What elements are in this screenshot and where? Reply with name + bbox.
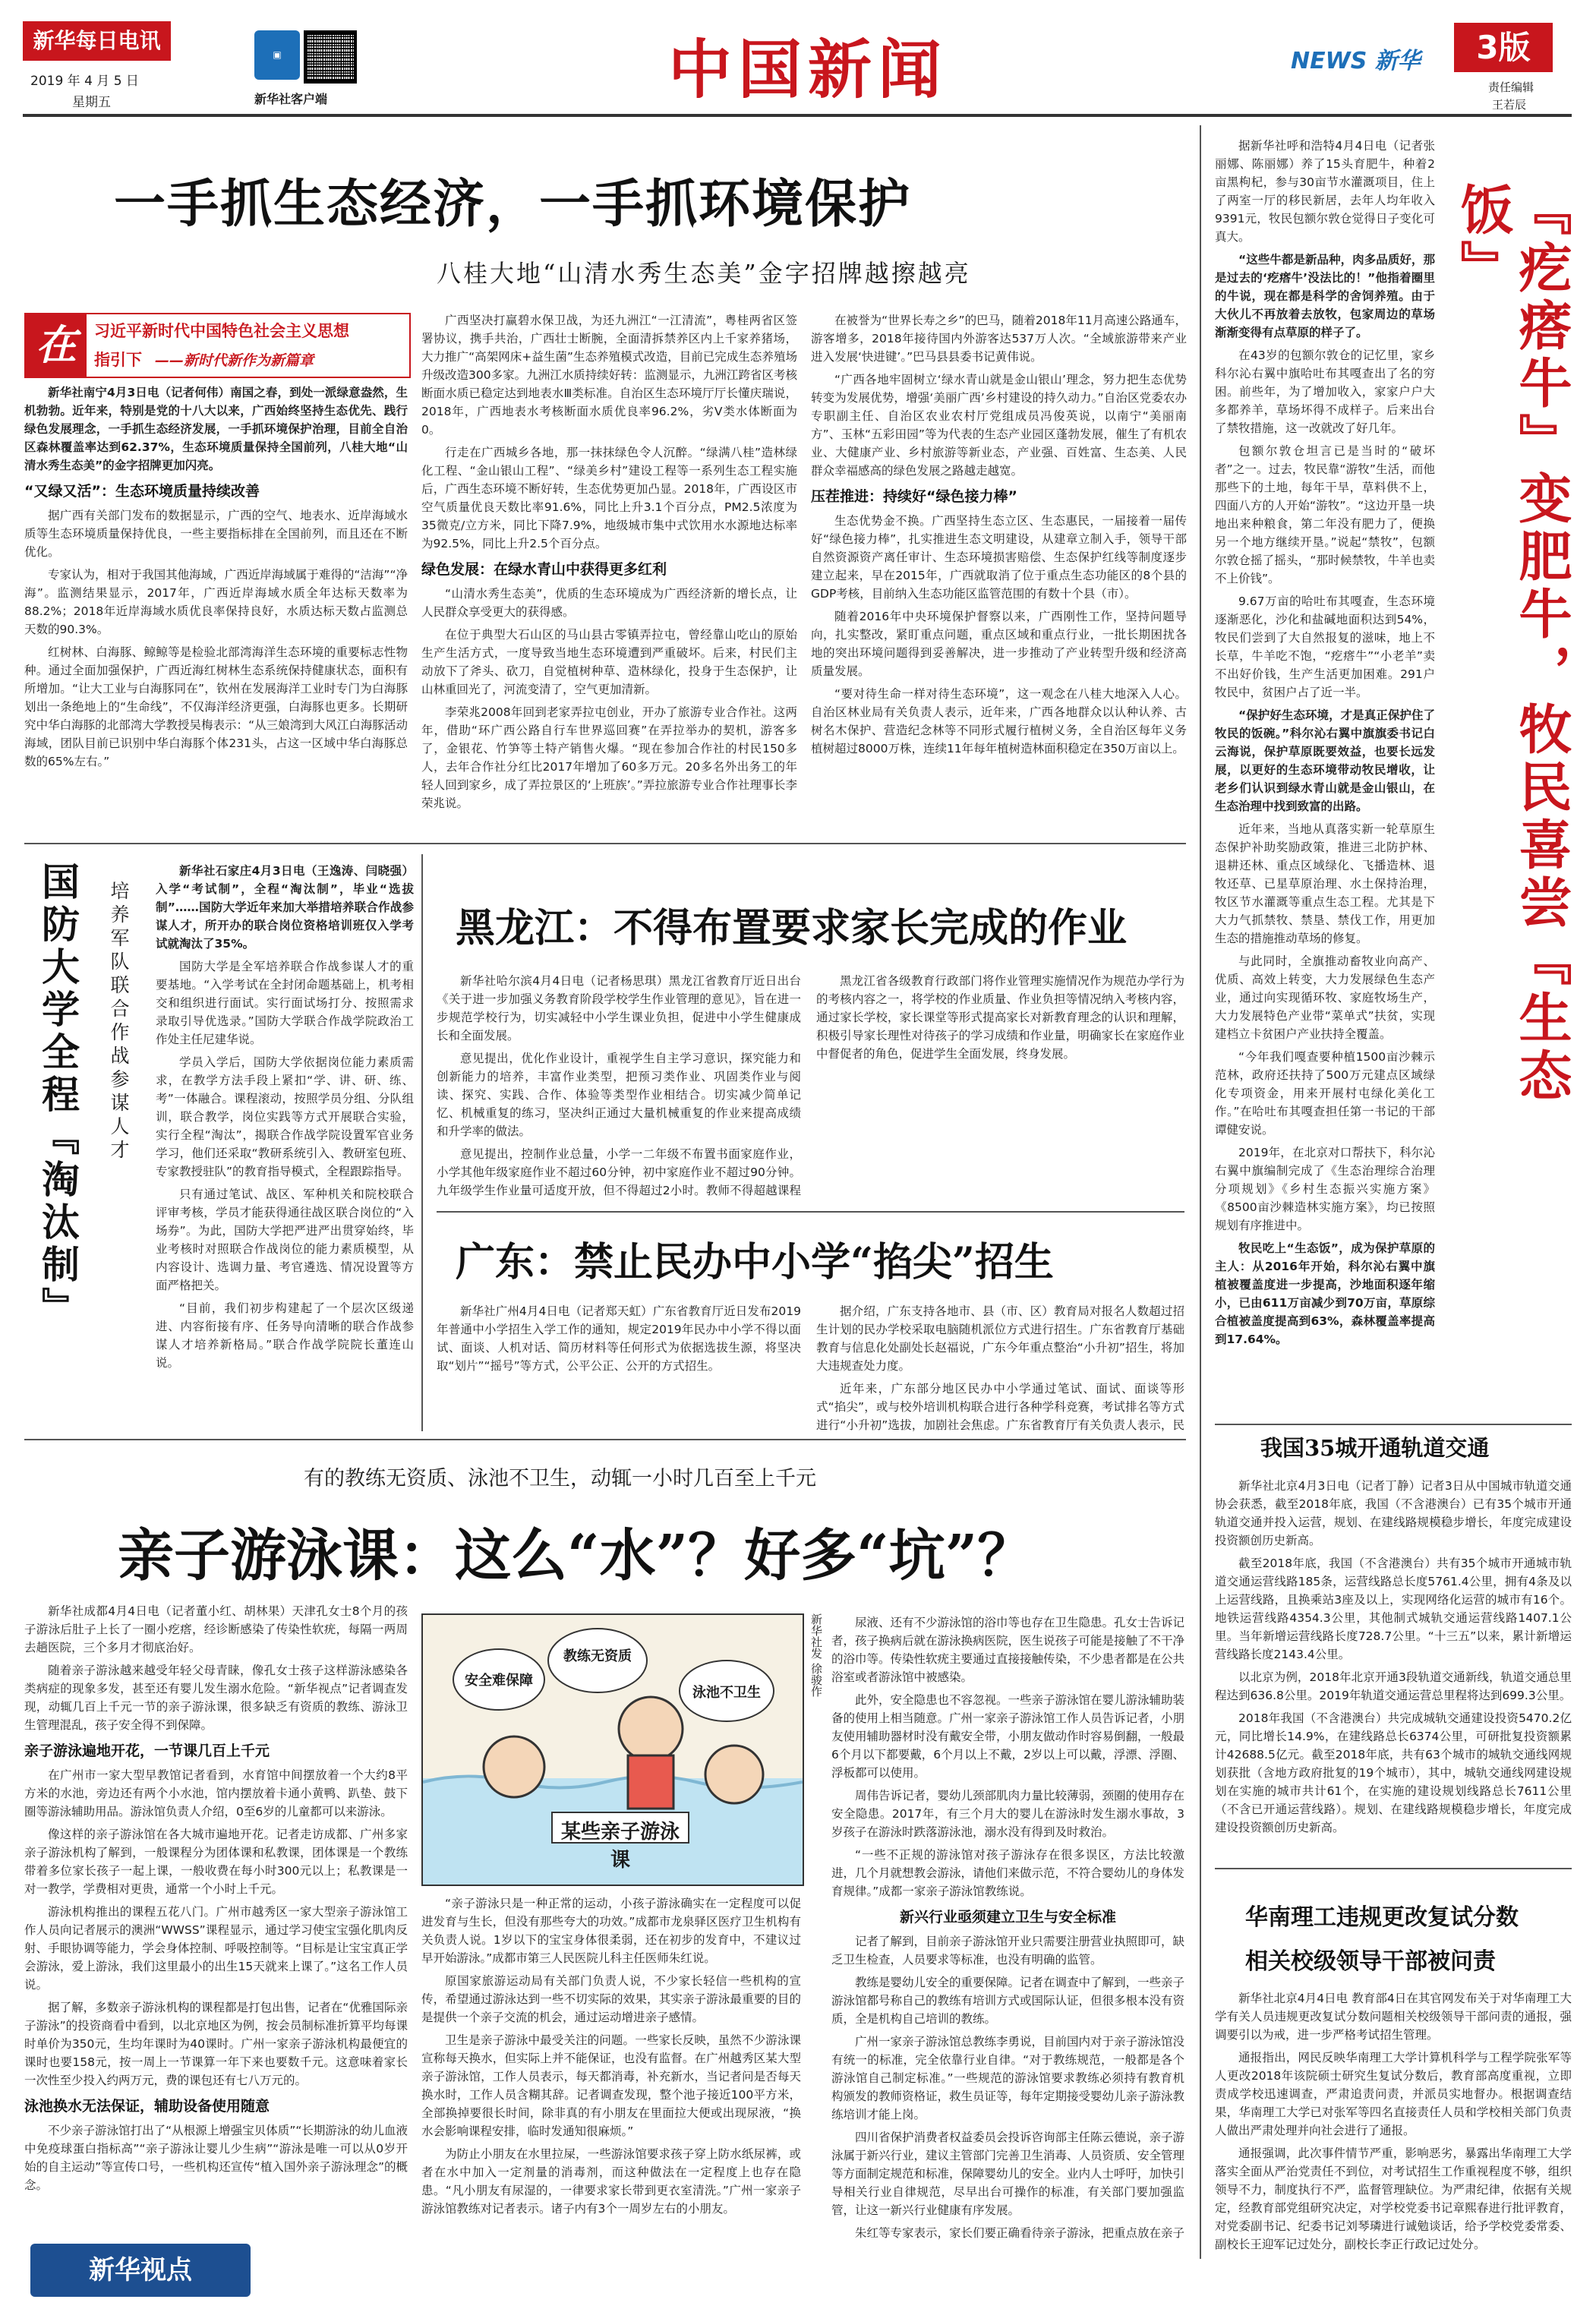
lead-para: 广西坚决打赢碧水保卫战，为还九洲江“一江清流”，粤桂两省区签署协议，携手共治，广西壮士断腕，全面清拆禁养区内上千家养猪场，大力推广“高架网床+益生菌”生态养殖模式改造，目前已完成生态养殖场升级改造300多家。九洲江水质持续好转：监测显示，九洲江跨省区考核断面水质已稳定达到地表水Ⅲ类标准。自治区生态环境厅厅长懂庆瑞说，2018年，广西地表水考核断面水质优良率96.2%，劣Ⅴ类水体断面为0。 bbox=[421, 314, 797, 437]
swim-subhead-2: 泳池换水无法保证，辅助设备使用随意 bbox=[24, 2098, 270, 2115]
guangdong-headline: 广东：禁止民办中小学“掐尖”招生 bbox=[456, 1239, 1054, 1285]
lead-subhead-2: 绿色发展：在绿水青山中获得更多红利 bbox=[421, 561, 667, 578]
swim-para: “亲子游泳只是一种正常的运动，小孩子游泳确实在一定程度可以促进发育与生长，但没有那些夸大的功效。”成都市龙泉驿区医疗卫生机构有关负责人说。1岁以下的宝宝身体很柔弱，还在初步的发育中，不建议过早开始游泳。”成都市第三人民医院儿科主任医师朱红说。 bbox=[421, 1897, 801, 1965]
grass-para: “保护好生态环境，才是真正保护住了牧民的饭碗。”科尔沁右翼中旗旗委书记白云海说，保护草原既要效益，也要长远发展，以更好的生态环境带动牧民增收，让老乡们认识到绿水青山就是金山银山，在生态治理中找到致富的出路。 bbox=[1215, 708, 1435, 813]
heilongjiang-headline: 黑龙江：不得布置要求家长完成的作业 bbox=[456, 905, 1128, 951]
swim-col-2 bbox=[421, 1894, 801, 2240]
editor-label: 责任编辑 bbox=[1488, 80, 1534, 94]
swim-headline: 亲子游泳课：这么“水”？好多“坑”？ bbox=[118, 1523, 1034, 1588]
page-number: 3版 bbox=[1454, 23, 1553, 72]
banner-line2: 指引下 bbox=[94, 351, 142, 369]
swim-para: 教练是婴幼儿安全的重要保障。记者在调查中了解到，一些亲子游泳馆都号称自己的教练有培训方式或国际认证，但很多根本没有资质，全是机构自己培训的教练。 bbox=[831, 1976, 1184, 2026]
heilongjiang-para: 意见提出，控制作业总量，小学一二年级不布置书面家庭作业，小学其他年级家庭作业不超过60分钟，初中家庭作业不超过90分钟。九年级学生作业量可适度开放，但不得超过2小时。教师不得超越课程 bbox=[437, 1147, 801, 1197]
section-divider bbox=[24, 1439, 1186, 1440]
news-logo: NEWS 新华 bbox=[1291, 48, 1421, 74]
grass-para: 2019年，在北京对口帮扶下，科尔沁右翼中旗编制完成了《生态治理综合治理分项规划》《乡村生态振兴实施方案》《8500亩沙棘造林实施方案》，均已按照规划有序推进中。 bbox=[1215, 1146, 1435, 1232]
cartoon-bubble-1: 教练无资质 bbox=[563, 1648, 632, 1664]
swim-para: 不少亲子游泳馆打出了“从根源上增强宝贝体质”“长期游泳的幼儿血液中免疫球蛋白指标高”“亲子游泳让婴儿少生病”“游泳是唯一可以从0岁开始的自主运动”等宣传口号，一些机构还宣传“植入国外亲子游泳理念”的概念。 bbox=[24, 2124, 408, 2192]
heilongjiang-para: 黑龙江省各级教育行政部门将作业管理实施情况作为规范办学行为的考核内容之一，将学校的作业质量、作业负担等情况纳入考核内容，通过家长学校，家长课堂等形式提高家长对新教育理念的认识和理解，积极引导家长理性对待孩子的学习成绩和作业量，明确家长在家庭作业中督促者的角色，促进学生全面发展，终身发展。 bbox=[816, 974, 1184, 1061]
lead-col-3 bbox=[811, 311, 1187, 831]
cartoon-bubble-2: 安全难保障 bbox=[465, 1673, 533, 1689]
banner-char: 在 bbox=[26, 314, 87, 377]
swim-para: 此外，安全隐患也不容忽视。一些亲子游泳馆在婴儿游泳辅助装备的使用上相当随意。广州一家亲子游泳馆工作人员告诉记者，小朋友使用辅助器材时没有戴安全带，小朋友做动作时容易倒翻，一般最6个月以下都要戴，6个月以上不戴，2岁以上可以戴，浮漂、浮圈、浮板都可以使用。 bbox=[831, 1693, 1184, 1780]
guofang-body bbox=[156, 862, 414, 1431]
lead-para: 红树林、白海豚、鲸鲸等是检验北部湾海洋生态环境的重要标志性物种。通过全面加强保护，广西近海红树林生态系统保持健康状态，面积有所增加。“让大工业与白海豚同在”，钦州在发展海洋工业时专门为白海豚划出一条绝地上的“生命线”，不仅海洋经济更强，白海豚也更多。长期研究中华白海豚的北部湾大学教授吴梅表示：“从三娘湾到大风江白海豚活动海域，团队目前已识别中华白海豚个体231头，占这一区域中华白海豚总数的65%左右。” bbox=[24, 645, 408, 768]
swim-para: 朱红等专家表示，家长们要正确看待亲子游泳，把重点放在亲子 bbox=[855, 2226, 1184, 2240]
swim-col-3 bbox=[831, 1613, 1184, 2240]
grass-para: 牧民吃上“生态饭”，成为保护草原的主人：从2016年开始，科尔沁右翼中旗植被覆盖度进一步提高，沙地面积逐年缩小，已由611万亩减少到70万亩，草原综合植被盖度提高到63%，森林覆盖率提高到17.64%。 bbox=[1215, 1241, 1435, 1346]
banner-slogan: ——新时代新作为新篇章 bbox=[155, 352, 314, 369]
lead-para: 在被誉为“世界长寿之乡”的巴马，随着2018年11月高速公路通车，游客增多，2018年接待国内外游客达537万人次。“全域旅游带来产业进入发展‘快进键’。”巴马县县委书记黄伟说。 bbox=[811, 314, 1187, 364]
swim-para: 为防止小朋友在水里拉屎，一些游泳馆要求孩子穿上防水纸尿裤，或者在水中加入一定剂量的消毒剂，而这种做法在一定程度上也存在隐患。“凡小朋友有尿湿的，一律要求家长带到更衣室清洗。”广州一家亲子游泳馆教练对记者表示。诸子内有3个一周岁左右的小朋友。 bbox=[421, 2147, 801, 2216]
guangdong-para: 近年来，广东部分地区民办中小学通过笔试、面试、面谈等形式“掐尖”，或与校外培训机构联合进行各种学科竞赛，考试排名等方式进行“小升初”选拔，加剧社会焦虑。广东省教育厅有关负责人表示，民 bbox=[816, 1382, 1184, 1431]
hust-body bbox=[1215, 1989, 1572, 2285]
swim-para: 像这样的亲子游泳馆在各大城市遍地开花。记者走访成都、广州多家亲子游泳机构了解到，一般课程分为团体课和私教课，团体课是一个教练带着多位家长孩子一起上课，一般收费在每小时300元以上；私教课是一对一教学，学费相对更贵，通常一个小时上千元。 bbox=[24, 1828, 408, 1896]
metro-para: 新华社北京4月3日电（记者丁静）记者3日从中国城市轨道交通协会获悉，截至2018年底，我国（不含港澳台）已有35个城市开通轨道交通并投入运营，规划、在建线路规模稳步增长，年度完成建设投资额创历史新高。 bbox=[1215, 1479, 1572, 1547]
hust-para: 通报指出，网民反映华南理工大学计算机科学与工程学院张军等人更改2018年该院硕士研究生复试分数后，教育部高度重视，立即责成学校迅速调查，严肃追责问责，并派员实地督办。根据调查结果，华南理工大学已对张军等四名直接责任人员和学校相关部门负责人做出严肃处理并向社会进行了通报。 bbox=[1215, 2051, 1572, 2137]
masthead-logo: 新华每日电讯 bbox=[23, 21, 171, 61]
swim-para: 在广州市一家大型早教馆记者看到，水育馆中间摆放着一个大约8平方米的水池，旁边还有两个小水池，馆内摆放着卡通小黄鸭、趴垫、鼓下圈等游泳辅助用品。游泳馆负责人介绍，0至6岁的儿童都可以来游泳。 bbox=[24, 1768, 408, 1818]
lead-para: 新华社南宁4月3日电（记者何伟）南国之春，到处一派绿意盎然，生机勃勃。近年来，特别是党的十八大以来，广西始终坚持生态优先、践行绿色发展理念，一手抓生态经济发展，一手抓环境保护治理，目前全自治区森林覆盖率达到62.37%，生态环境质量保持全国前列，八桂大地“山清水秀生态美”的金字招牌更加闪亮。 bbox=[24, 386, 408, 472]
heilongjiang-para: 意见提出，优化作业设计，重视学生自主学习意识，探究能力和创新能力的培养，丰富作业类型，把预习类作业、巩固类作业与阅读、探究、实践、合作、体验等类型作业相结合。切实减少简单记忆、机械重复的练习，坚决纠正通过大量机械重复的作业来提高成绩和升学率的做法。 bbox=[437, 1052, 801, 1138]
lead-para: “广西各地牢固树立‘绿水青山就是金山银山’理念，努力把生态优势转变为发展优势，增强‘美丽广西’乡村建设的持久动力。”自治区党委农办专职副主任、自治区农业农村厅党组成员冯俊英说，以南宁“美丽南方”、玉林“五彩田园”等为代表的生态产业园区蓬勃发展，催生了有机农业、大健康产业、乡村旅游等新业态，产业强、百姓富、生态美、人民群众幸福感高的绿色发展之路越走越宽。 bbox=[811, 373, 1187, 478]
lead-col-2 bbox=[421, 311, 797, 831]
swim-para: 原国家旅游运动局有关部门负责人说，不少家长轻信一些机构的宣传，希望通过游泳达到一些不切实际的效果，其实亲子游泳最重要的目的是提供一个亲子交流的机会，通过运动增进亲子感情。 bbox=[421, 1974, 801, 2024]
metro-para: 截至2018年底，我国（不含港澳台）共有35个城市开通城市轨道交通运营线路185条，运营线路总长度5761.4公里，拥有4条及以上运营线路，且换乘站3座及以上，实现网络化运营的城市有16个。地铁运营线路4354.3公里，其他制式城轨交通运营线路1407.1公里。当年新增运营线路长度728.7公里。“十三五”以来，累计新增运营线路长度2143.4公里。 bbox=[1215, 1557, 1572, 1661]
metro-para: 2018年我国（不含港澳台）共完成城轨交通建设投资5470.2亿元，同比增长14.9%，在建线路总长6374公里，可研批复投资额累计42688.5亿元。截至2018年底，共有63个城市的城轨交通线网规划获批（含地方政府批复的19个城市），其中，城轨交通线网建设规划在实施的城市共计61个，在实施的建设规划线路总长7611公里（不含已开通运营线路）。规划、在建线路规模稳步增长，年度完成建设投资额创历史新高。 bbox=[1215, 1711, 1572, 1834]
xinhua-viewpoint-logo: 新华视点 bbox=[30, 2244, 251, 2297]
grass-headline: 『疙瘩牛』变肥牛，牧民喜尝『生态饭』 bbox=[1452, 182, 1573, 1106]
guofang-para: “目前，我们初步构建起了一个层次区级递进、内容衔接有序、任务导向清晰的联合作战参谋人才培养新格局。”联合作战学院院长董连山说。 bbox=[156, 1301, 414, 1370]
policy-banner bbox=[24, 313, 411, 378]
lead-para: “要对待生命一样对待生态环境”，这一观念在八桂大地深入人心。自治区林业局有关负责人表示，近年来，广西各地群众以认种认养、古树名木保护、营造纪念林等不同形式履行植树义务，全自治区每年义务植树超过8000万株，连续11年每年植树造林面积稳定在350万亩以上。 bbox=[811, 687, 1187, 755]
client-icon: ▣ bbox=[254, 30, 300, 80]
lead-subhead-1: “又绿又活”：生态环境质量持续改善 bbox=[24, 483, 260, 500]
guangdong-col-1 bbox=[437, 1302, 801, 1431]
grass-para: 在43岁的包额尔敦仓的记忆里，家乡科尔沁右翼中旗哈吐布其嘎查出了名的穷困。前些年，为了增加收入，家家户户大多都养羊，草场坏得不成样子。后来出台了禁牧措施，这一改就改了好几年。 bbox=[1215, 349, 1435, 435]
grass-para: “这些牛都是新品种，肉多品质好，那是过去的‘疙瘩牛’没法比的！”他指着圈里的牛说，现在都是科学的舍饲养殖。由于大伙儿不再放着去放牧，包家周边的草场渐渐变得有点草原的样子了。 bbox=[1215, 253, 1435, 339]
client-label: 新华社客户端 bbox=[254, 92, 328, 106]
lead-subhead-3: 压茬推进：持续好“绿色接力棒” bbox=[811, 488, 1017, 505]
guofang-para: 只有通过笔试、战区、军种机关和院校联合评审考核，学员才能获得通往战区联合岗位的“入场券”。为此，国防大学把严进严出贯穿始终，毕业考核时对照联合作战岗位的能力素质模型，从内容设计、选调力量、考官遴选、情况设置等方面严格把关。 bbox=[156, 1188, 414, 1292]
section-title: 中国新闻 bbox=[668, 32, 948, 107]
heilongjiang-col-1 bbox=[437, 972, 801, 1200]
swim-para: 随着亲子游泳越来越受年轻父母青睐，像孔女士孩子这样游泳感染各类病症的现象多发，甚至还有婴儿发生溺水危险。“新华视点”记者调查发现，动辄几百上千元一节的亲子游泳课，很多缺乏有资质的教练、游泳卫生管理混乱，孩子安全得不到保障。 bbox=[24, 1664, 408, 1732]
swim-para: 据了解，多数亲子游泳机构的课程都是打包出售，记者在“优雅国际亲子游泳”的投资商看中看到，以北京地区为例，按会员制标准折算平均每课时单价为350元，生均年课时为40课时。广州一家亲子游泳机构最便宜的课时也要158元，按一周上一节课算一年下来也要数千元。这意味着家长一次性至少投入约两万元，费的课包还有七八万元的。 bbox=[24, 2001, 408, 2087]
grass-para: “今年我们嘎查要种植1500亩沙棘示范林，政府还扶持了500万元建点区域绿化专项资金，用来开展村屯绿化美化工作。”在哈吐布其嘎查担任第一书记的干部谭健安说。 bbox=[1215, 1050, 1435, 1137]
grass-para: 9.67万亩的哈吐布其嘎查，生态环境逐渐恶化，沙化和盐碱地面积达到54%，牧民们尝到了大自然报复的滋味，地上不长草，牛羊吃不饱，“疙瘩牛”“小老羊”卖不出好价钱，生产生活更加困难。291户牧民中，贫困户占了近一半。 bbox=[1215, 595, 1435, 699]
lead-para: 行走在广西城乡各地，那一抹抹绿色令人沉醉。“绿满八桂”造林绿化工程、“金山银山工程”、“绿美乡村”建设工程等一系列生态工程实施后，广西生态环境不断好转，生态优势更加凸显。2018年，广西设区市空气质量优良天数比率91.6%，同比上升3.1个百分点，PM2.5浓度为35微克/立方米，同比下降7.9%，地级城市集中式饮用水水源地达标率为92.5%，同比上升2.5个百分点。 bbox=[421, 446, 797, 550]
section-divider bbox=[437, 1211, 1184, 1213]
lead-para: 李荣兆2008年回到老家弄拉屯创业，开办了旅游专业合作社。这两年，借助“环广西公路自行车世界巡回赛”在弄拉举办的契机，游客多了，金银花、竹笋等土特产销售火爆。“现在参加合作社的村民150多人，去年合作社分红比2017年增加了60多万元。20多名外出务工的年轻人回到家乡，成了弄拉景区的‘上班族’。”弄拉旅游专业合作社理事长李荣兆说。 bbox=[421, 705, 797, 810]
column-divider bbox=[1200, 125, 1201, 2259]
heilongjiang-col-2 bbox=[816, 972, 1184, 1200]
hust-headline-2: 相关校级领导干部被问责 bbox=[1245, 1948, 1496, 1975]
swim-para: 尿液、还有不少游泳馆的浴巾等也存在卫生隐患。孔女士告诉记者，孩子换病后就在游泳换病医院，医生说孩子可能是接触了不干净的浴巾等。传染性软疣主要通过直接接触传染，不少患者都是在公共浴室或者游泳馆中被感染。 bbox=[831, 1616, 1184, 1684]
column-divider bbox=[421, 854, 423, 1431]
guofang-para: 新华社石家庄4月3日电（王逸涛、闫晓强）入学“考试制”，全程“淘汰制”，毕业“选拔制”……国防大学近年来加大举措培养联合作战参谋人才，所开办的联合岗位资格培训班仅入学考试就淘汰了35%。 bbox=[156, 864, 414, 951]
guofang-headline: 国防大学全程『淘汰制』 bbox=[36, 862, 80, 1329]
swim-subhead-3: 新兴行业亟须建立卫生与安全标准 bbox=[899, 1909, 1116, 1926]
lead-headline: 一手抓生态经济，一手抓环境保护 bbox=[114, 174, 912, 235]
section-divider bbox=[24, 843, 1186, 844]
hust-headline-1: 华南理工违规更改复试分数 bbox=[1245, 1904, 1519, 1931]
swim-para: 卫生是亲子游泳中最受关注的问题。一些家长反映，虽然不少游泳课宣称每天换水，但实际上并不能保证，也没有监督。在广州越秀区某大型亲子游泳馆，工作人员表示，每天都消毒，补充新水，当记者问是否每天换水时，工作人员含糊其辞。记者调查发现，整个池子接近100平方米，全部换掉要很长时间，除非真的有小朋友在里面拉大便或出现尿液，“换水会影响课程安排，临时发通知很麻烦。” bbox=[421, 2033, 801, 2138]
grass-para: 包额尔敦仓坦言已是当时的“破坏者”之一。过去，牧民靠“游牧”生活，而他那些下的土地，每年干旱，草料供不上，四面八方的人开始“游牧”。“这边开垦一块地出来种粮食，第二年没有肥力了，便换另一个地方继续开垦。”说起“禁牧”，包额尔敦仓摇了摇头，“那时候禁牧，牛羊也卖不上价钱”。 bbox=[1215, 444, 1435, 585]
editor-name: 王若辰 bbox=[1492, 98, 1527, 112]
qr-code-icon bbox=[304, 30, 357, 84]
section-divider bbox=[1215, 1868, 1572, 1869]
guofang-para: 学员入学后，国防大学依据岗位能力素质需求，在教学方法手段上紧扣“学、讲、研、练、考”一体融合。课程滚动，按照学员分组、分队组训，联合教学，岗位实践等方式开展联合实验，实行全程“淘汰”，揭联合作战学院设置军官业务学习，他们还采取“教研系统引入、教研室包班、专家教授驻队”的教育指导模式，全程跟踪指导。 bbox=[156, 1055, 414, 1178]
cartoon-author: 新华社发 徐骏作 bbox=[809, 1613, 823, 1697]
guangdong-col-2 bbox=[816, 1302, 1184, 1431]
swim-para: 四川省保护消费者权益委员会投诉咨询部主任陈云德说，亲子游泳属于新兴行业，建议主管部门完善卫生消毒、人员资质、安全管理等方面制定规范和标准，保障婴幼儿的安全。业内人士呼吁，加快引导相关行业自律规范，尽早出台可操作的标准，有关部门要加强监管，让这一新兴行业健康有序发展。 bbox=[831, 2131, 1184, 2217]
cartoon-bubble-3: 泳池不卫生 bbox=[692, 1685, 761, 1701]
masthead-date: 2019 年 4 月 5 日 bbox=[30, 74, 139, 89]
masthead-rule bbox=[23, 114, 1572, 117]
metro-headline: 我国35城开通轨道交通 bbox=[1260, 1435, 1490, 1461]
guofang-subtitle: 培养军队联合作战参谋人才 bbox=[108, 881, 130, 1163]
swim-para: 广州一家亲子游泳馆总教练李勇说，目前国内对于亲子游泳馆没有统一的标准，完全依靠行业自律。“对于教练规范，一般都是各个游泳馆自己制定标准。”一些规范的游泳馆要求教练必须持有教育机构颁发的教师资格证，救生员证等，每年定期接受婴幼儿亲子游泳教练培训才能上岗。 bbox=[831, 2035, 1184, 2121]
lead-para: 在位于典型大石山区的马山县古零镇弄拉屯，曾经靠山吃山的原始生产生活方式，一度导致当地生态环境遭到严重破坏。后来，村民们主动放下了斧头、砍刀，自觉植树种草、造林绿化，投身于生态保护，让山林重回光了，河流变清了，空气更加清新。 bbox=[421, 628, 797, 696]
section-divider bbox=[1215, 1424, 1572, 1425]
metro-para: 以北京为例，2018年北京开通3段轨道交通新线，轨道交通总里程达到636.8公里。2019年轨道交通运营总里程将达到699.3公里。 bbox=[1215, 1670, 1572, 1702]
lead-para: 随着2016年中央环境保护督察以来，广西刚性工作，坚持问题导向，扎实整改，紧盯重点问题，重点区域和重点行业，一批长期困扰各地的突出环境问题得到妥善解决，进一步推动了产业转型升级和经济高质量发展。 bbox=[811, 610, 1187, 678]
cartoon-caption: 某些亲子游泳课 bbox=[560, 1821, 680, 1872]
masthead-weekday: 星期五 bbox=[72, 95, 111, 110]
hust-para: 通报强调，此次事件情节严重，影响恶劣，暴露出华南理工大学落实全面从严治党责任不到位，对考试招生工作重视程度不够，组织领导不力，制度执行不严，监督管理缺位。为严肃纪律，依据有关规定，经教育部党组研究决定，对学校党委书记章熙春进行批评教育，对党委副书记、纪委书记刘琴璘进行诚勉谈话，给予学校党委常委、副校长王迎军记过处分，副校长李正行政记过处分。 bbox=[1215, 2146, 1572, 2251]
guofang-para: 国防大学是全军培养联合作战参谋人才的重要基地。“入学考试在全封闭命题基础上，机考相交和组织进行面试。实行面试场打分、按照需求录取引导优选录。”国防大学联合作战学院政治工作处主任尼建华说。 bbox=[156, 960, 414, 1046]
lead-col-1 bbox=[24, 383, 408, 831]
guangdong-para: 据介绍，广东支持各地市、县（市、区）教育局对报名人数超过招生计划的民办学校采取电脑随机派位方式进行招生。广东省教育厅基础教育与信息化处副处长赵福说，广东今年重点整治“小升初”招生，将加大违规查处力度。 bbox=[816, 1304, 1184, 1373]
swim-para: 记者了解到，目前亲子游泳馆开业只需要注册营业执照即可，缺乏卫生检查，人员要求等标准，也没有明确的监管。 bbox=[831, 1935, 1184, 1967]
lead-para: “山清水秀生态美”，优质的生态环境成为广西经济新的增长点，让人民群众享受更大的获得感。 bbox=[421, 587, 797, 619]
swim-para: 新华社成都4月4日电（记者董小红、胡林果）天津孔女士8个月的孩子游泳后肚子上长了一圈小疙瘩，经诊断感染了传染性软疣，每隔一两周去趟医院，三个多月才彻底治好。 bbox=[24, 1604, 408, 1654]
lead-para: 生态优势金不换。广西坚持生态立区、生态惠民，一届接着一届传好“绿色接力棒”，扎实推进生态文明建设，从建章立制入手，领导干部自然资源资产离任审计、生态环境损害赔偿、生态保护红线等制度逐步建立起来，早在2015年，广西就取消了位于重点生态功能区的8个县的GDP考核，目前纳入生态功能区监管范围的有数十个县（市）。 bbox=[811, 514, 1187, 601]
lead-para: 专家认为，相对于我国其他海域，广西近岸海域属于难得的“洁海”“净海”。监测结果显示，2017年，广西近岸海域水质全年达标天数率为88.2%；2018年近岸海域水质优良率保持良好，水质达标天数占监测总天数的90.3%。 bbox=[24, 568, 408, 636]
swim-para: “一些不正规的游泳馆对孩子游泳存在很多误区，方法比较激进，几个月就想教会游泳，请他们来做示范，不符合婴幼儿的身体发育规律。”成都一家亲子游泳馆教练说。 bbox=[831, 1848, 1184, 1898]
grass-para: 据新华社呼和浩特4月4日电（记者张丽娜、陈丽娜）养了15头育肥牛，种着2亩黑枸杞，参与30亩节水灌溉项目，住上了两室一厅的移民新居，去年人均年收入9391元，牧民包额尔敦仓觉得日子变化可真大。 bbox=[1215, 139, 1435, 244]
swim-kicker: 有的教练无资质、泳池不卫生，动辄一小时几百至上千元 bbox=[304, 1467, 816, 1490]
banner-line1: 习近平新时代中国特色社会主义思想 bbox=[94, 322, 349, 340]
hust-para: 新华社北京4月4日电 教育部4日在其官网发布关于对华南理工大学有关人员违规更改复试分数问题相关校级领导干部问责的通报，强调要引以为戒，进一步严格考试招生管理。 bbox=[1215, 1992, 1572, 2042]
grass-body bbox=[1215, 137, 1435, 1412]
swim-para: 周伟告诉记者，婴幼儿颈部肌肉力量比较薄弱，颈圈的使用存在安全隐患。2017年，有三个月大的婴儿在游泳时发生溺水事故，3岁孩子在游泳时跌落游泳池，溺水没有得到及时救治。 bbox=[831, 1789, 1184, 1839]
heilongjiang-para: 新华社哈尔滨4月4日电（记者杨思琪）黑龙江省教育厅近日出台《关于进一步加强义务教育阶段学校学生作业管理的意见》，旨在进一步规范学校行为，切实减轻中小学生课业负担，促进中小学生健康成长和全面发展。 bbox=[437, 974, 801, 1042]
guangdong-para: 新华社广州4月4日电（记者郑天虹）广东省教育厅近日发布2019年普通中小学招生入学工作的通知，规定2019年民办中小学不得以面试、面谈、人机对话、简历材料等任何形式为依据选拔生源，将坚决取“划片”“摇号”等方式，公平公正、公开的方式招生。 bbox=[437, 1304, 801, 1373]
swim-col-1 bbox=[24, 1602, 408, 2240]
swim-subhead-1: 亲子游泳遍地开花，一节课几百上千元 bbox=[24, 1743, 270, 1759]
swim-para: 游泳机构推出的课程五花八门。广州市越秀区一家大型亲子游泳馆工作人员向记者展示的澳洲“WWSS”课程显示，通过学习使宝宝强化肌肉反射、手眼协调等能力，学会身体控制、呼吸控制等。“目标是让宝宝真正学会游泳，爱上游泳，我们这里最小的出生15天就来上课了。”这名工作人员说。 bbox=[24, 1905, 408, 1992]
grass-para: 近年来，当地从真落实新一轮草原生态保护补助奖励政策，推进三北防护林、退耕还林、重点区域绿化、飞播造林、退牧还草、已星草原治理、水土保持治理，牧区节水灌溉等重点生态工程。尤其是下大力气抓禁牧、禁垦、禁伐工作，用更加生态的措施推动草场的修复。 bbox=[1215, 822, 1435, 945]
cartoon bbox=[421, 1613, 804, 1886]
lead-subtitle: 八桂大地“山清水秀生态美”金字招牌越擦越亮 bbox=[437, 259, 971, 288]
lead-para: 据广西有关部门发布的数据显示，广西的空气、地表水、近岸海域水质等生态环境质量保持优良，一些主要指标排在全国前列，而且还在不断优化。 bbox=[24, 509, 408, 559]
grass-para: 与此同时，全旗推动畜牧业向高产、优质、高效上转变，大力发展绿色生态产业，通过向实现循环牧、家庭牧场生产，大力发展特色产业带“菜单式”扶贫，实现建档立卡贫困户产业扶持全覆盖。 bbox=[1215, 954, 1435, 1041]
metro-body bbox=[1215, 1477, 1572, 1856]
